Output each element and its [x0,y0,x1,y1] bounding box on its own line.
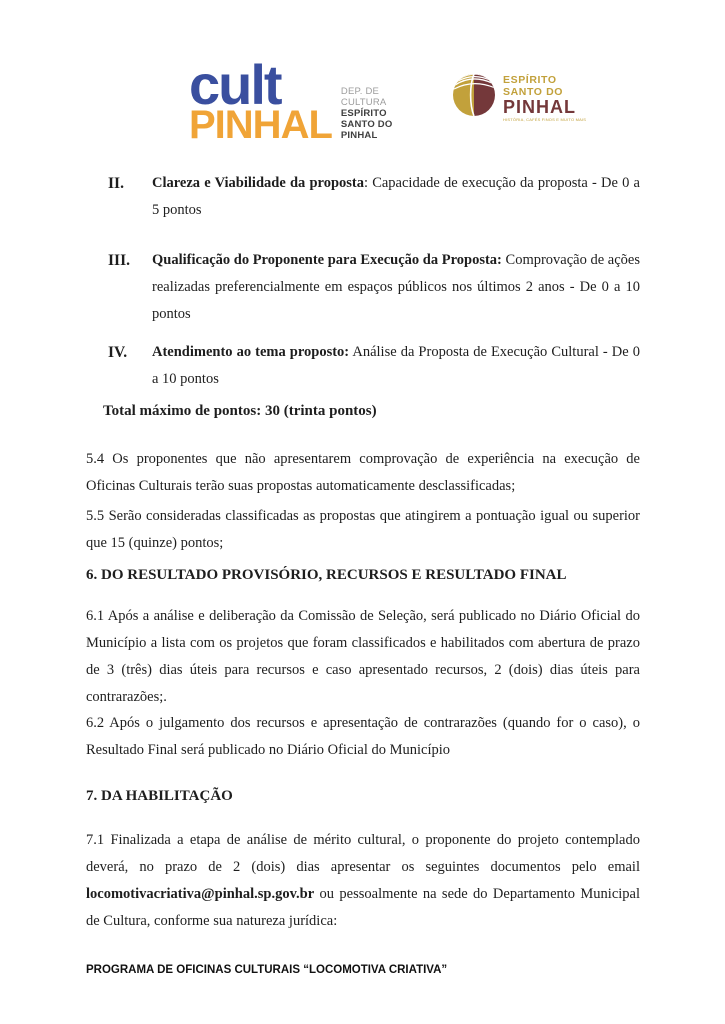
list-item-II-text [152,170,640,224]
list-item-III-desc: Comprovação de ações realizadas preferencialmente em espaços públicos nos últimos 2 anos - De 0 a 10 pontos [152,252,640,322]
org-line-1: ESPÍRITO [340,108,387,120]
section-7-heading: 7. DA HABILITAÇÃO [86,788,233,804]
footer-program-title: PROGRAMA DE OFICINAS CULTURAIS “LOCOMOTIVA CRIATIVA” [86,964,448,976]
coffee-bean-emblem-icon [452,72,496,117]
paragraph-6-2: 6.2 Após o julgamento dos recursos e apresentação de contrarazões (quando for o caso), o Resultado Final será publicado no Diário Oficial do Município [86,715,640,758]
cult-logo-side-text [341,86,393,143]
dept-line-2: CULTURA [340,97,387,109]
list-item-III-numeral: III. [108,252,130,269]
paragraph-7-1-before: 7.1 Finalizada a etapa de análise de mérito cultural, o proponente do projeto contemplado deverá, no prazo de 2 (dois) dias apresentar os seguintes documentos pelo email [86,832,640,875]
paragraph-5-5: 5.5 Serão consideradas classificadas as propostas que atingirem a pontuação igual ou superior que 15 (quinze) pontos; [86,508,640,551]
section-6-heading: 6. DO RESULTADO PROVISÓRIO, RECURSOS E RESULTADO FINAL [86,567,567,583]
city-logo-tagline: HISTÓRIA, CAFÉS FINOS E MUITO MAIS [503,117,587,122]
paragraph-6-1: 6.1 Após a análise e deliberação da Comissão de Seleção, será publicado no Diário Oficial do Município a lista com os projetos que foram classificados e habilitados com abertura de prazo de 3 (três) dias úteis para recursos e caso apresentado recursos, 2 (dois) dias úteis para contrarazões;. [86,608,640,705]
total-points-line: Total máximo de pontos: 30 (trinta pontos) [103,403,377,419]
dept-line-1: DEP. DE [340,86,380,98]
list-item-IV [86,339,640,393]
list-item-II-numeral: II. [108,175,124,192]
list-item-IV-text [152,339,640,393]
cult-pinhal-wordmark [189,53,332,147]
list-item-III-text [152,247,640,328]
list-item-IV-numeral: IV. [108,344,128,361]
logo-word-cult: cult [189,53,281,116]
list-item-II-term: Clareza e Viabilidade da proposta [152,175,364,191]
list-item-IV-term: Atendimento ao tema proposto: [152,344,350,360]
list-item-III-term: Qualificação do Proponente para Execução da Proposta: [152,252,502,268]
list-item-II-desc: : Capacidade de execução da proposta - De 0 a 5 pontos [152,175,640,218]
city-logo-line1: ESPÍRITO [503,74,557,86]
city-seal-logo [452,72,586,123]
paragraph-7-1-after: ou pessoalmente na sede do Departamento Municipal de Cultura, conforme sua natureza jurídica: [86,886,640,929]
paragraph-7-1 [86,827,640,935]
city-logo-line2: SANTO DO [503,85,564,98]
list-item-IV-desc: Análise da Proposta de Execução Cultural - De 0 a 10 pontos [152,344,640,387]
list-item-II [86,170,640,224]
org-line-3: PINHAL [340,130,378,142]
city-logo-line3: PINHAL [503,97,576,117]
email-address: locomotivacriativa@pinhal.sp.gov.br [86,886,315,902]
logo-word-pinhal: PINHAL [189,102,332,147]
org-line-2: SANTO DO [340,119,393,131]
city-logo-text [503,72,586,123]
list-item-III [86,247,640,328]
paragraph-5-4: 5.4 Os proponentes que não apresentarem comprovação de experiência na execução de Oficinas Culturais terão suas propostas automaticamente desclassificadas; [86,451,640,494]
cult-pinhal-logo [189,53,393,147]
